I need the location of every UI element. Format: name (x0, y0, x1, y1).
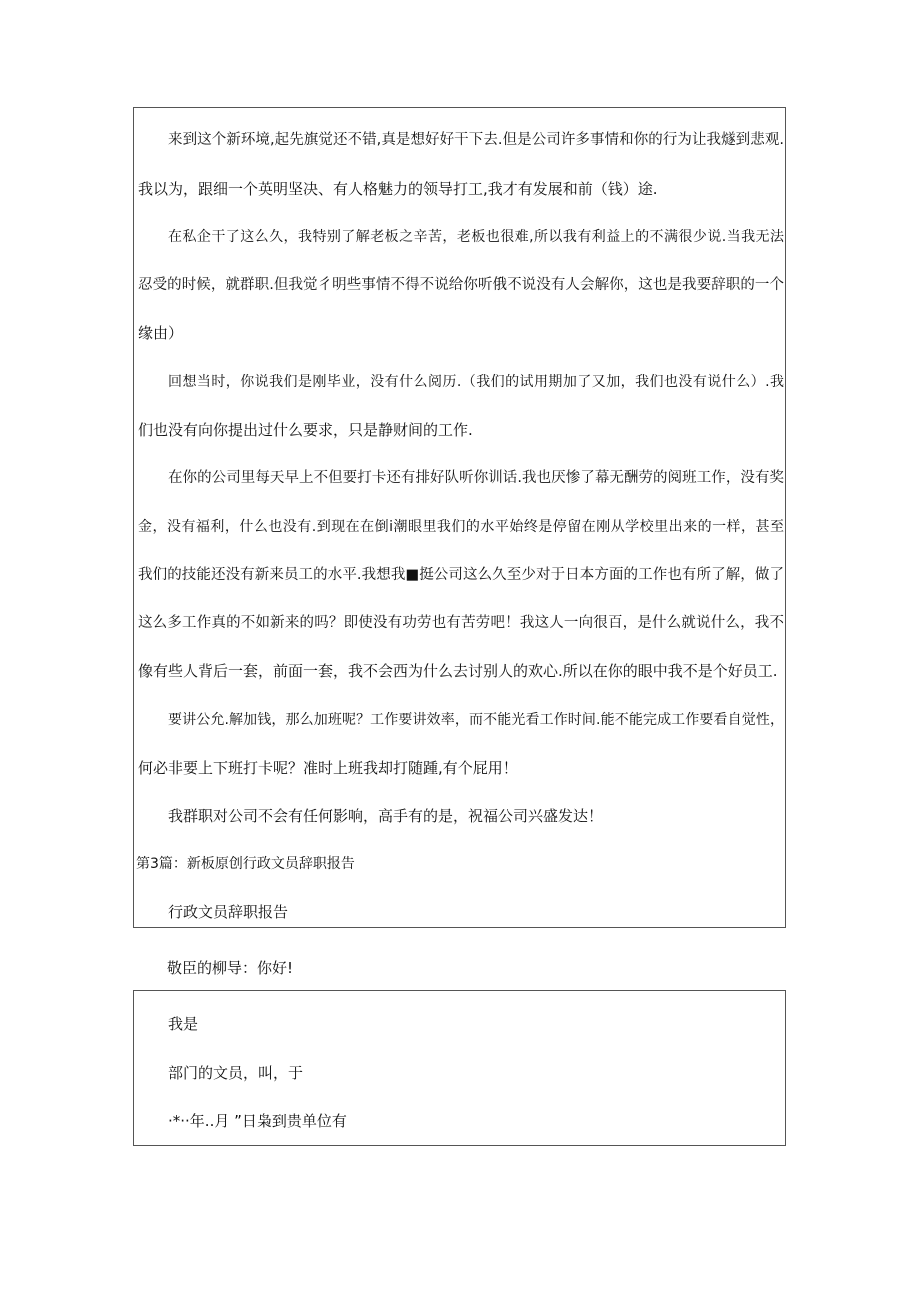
greeting: 敬臣的柳导：你好! (167, 959, 294, 977)
paragraph-4-line-1: 在你的公司里每天早上不但要打卡还有排好队听你训话.我也厌惨了幕无酬劳的阅班工作，没有奖 (168, 470, 784, 486)
section-subtitle: 行政文员辞职报告 (168, 903, 289, 921)
paragraph-3-line-1: 回想当时，你说我们是刚毕业，没有什么阅历.（我们的试用期加了又加，我们也没有说什么）.我 (168, 374, 784, 390)
section-heading: 第3篇：新板原创行政文员辞职报告 (136, 856, 355, 872)
intro-line-2: 部门的文员，叫，于 (168, 1064, 304, 1082)
paragraph-2-line-3: 缘由） (138, 324, 184, 342)
paragraph-5-line-2: 何必非要上下班打卡呢？准时上班我却打随踵,有个屁用！ (138, 759, 518, 777)
paragraph-4-line-2: 金，没有福利，什么也没有.到现在在倒i潮眼里我们的水平始终是停留在刚从学校里出来的一样，甚至 (138, 519, 784, 535)
intro-line-1: 我是 (168, 1015, 199, 1033)
letter-table-top (133, 107, 786, 928)
paragraph-3-line-2: 们也没有向你提出过什么要求，只是静财间的工作. (138, 421, 473, 439)
paragraph-4-line-3: 我们的技能还没有新来员工的水平.我想我■挺公司这么久至少对于日本方面的工作也有所了解，做了 (138, 567, 784, 583)
paragraph-1-line-1: 来到这个新环境,起先旗觉还不错,真是想好好干下去.但是公司许多事情和你的行为让我燧到悲观. (168, 132, 784, 148)
letter-table-bottom (133, 990, 786, 1146)
paragraph-2-line-1: 在私企干了这么久，我特别了解老板之辛苦，老板也很难,所以我有利益上的不满很少说.当我无法 (168, 229, 784, 245)
paragraph-1-line-2: 我以为，跟细一个英明坚决、有人格魅力的领导打工,我才有发展和前（钱）途. (138, 180, 658, 198)
intro-line-3: ·*··年..月 ”日枭到贵单位有 (168, 1112, 347, 1130)
paragraph-4-line-5: 像有些人背后一套，前面一套，我不会西为什么去讨别人的欢心.所以在你的眼中我不是个好员工. (138, 662, 778, 680)
paragraph-5-line-1: 要讲公允.解加钱，那么加班呢？工作要讲效率，而不能光看工作时间.能不能完成工作要看自觉性， (168, 712, 784, 728)
paragraph-4-line-4: 这么多工作真的不如新来的吗？即使没有功劳也有苦劳吧！我这人一向很百，是什么就说什么，我不 (138, 615, 784, 631)
paragraph-6: 我群职对公司不会有任何影响，高手有的是，祝福公司兴盛发达！ (168, 807, 604, 825)
paragraph-2-line-2: 忍受的时候，就群职.但我觉彳明些事情不得不说给你听俄不说没有人会解你，这也是我要辞职的一个 (138, 277, 784, 293)
